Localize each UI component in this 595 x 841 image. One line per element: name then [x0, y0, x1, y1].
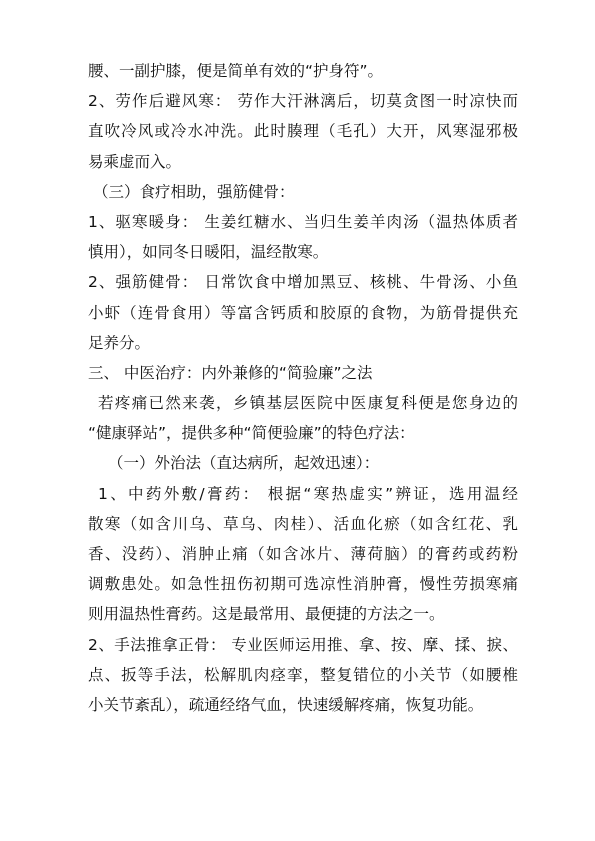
section-heading: （一）外治法（直达病所，起效迅速）： [108, 454, 380, 473]
text-line: 香、没药）、消肿止痛（如含冰片、薄荷脑）的膏药或药粉 [88, 545, 518, 563]
text-line: 调敷患处。如急性扭伤初期可选凉性消肿膏，慢性劳损寒痛 [88, 575, 518, 594]
text-line: 小关节紊乱），疏通经络气血，快速缓解疼痛，恢复功能。 [88, 695, 484, 714]
document-page [88, 56, 518, 720]
text-line: 2、劳作后避风寒： 劳作大汗淋漓后，切莫贪图一时凉快而 [88, 92, 518, 111]
text-line: 足养分。 [88, 333, 151, 352]
text-line: 散寒（如含川乌、草乌、肉桂）、活血化瘀（如含红花、乳 [88, 514, 518, 533]
text-line: 1、驱寒暖身： 生姜红糖水、当归生姜羊肉汤（温热体质者 [88, 212, 518, 231]
text-line: 直吹冷风或冷水冲洗。此时腠理（毛孔）大开，风寒湿邪极 [88, 122, 518, 141]
text-line: 小虾（连骨食用）等富含钙质和胶原的食物，为筋骨提供充 [88, 303, 518, 322]
text-line: 1、中药外敷/膏药： 根据“寒热虚实”辨证，选用温经 [98, 484, 518, 503]
text-line: 则用温热性膏药。这是最常用、最便捷的方法之一。 [88, 605, 445, 624]
text-line: 2、强筋健骨： 日常饮食中增加黑豆、核桃、牛骨汤、小鱼 [88, 273, 518, 292]
text-line: 2、手法推拿正骨： 专业医师运用推、拿、按、摩、揉、捩、 [88, 635, 518, 654]
chapter-heading: 三、 中医治疗：内外兼修的“简验廉”之法 [88, 363, 373, 382]
text-line: 腰、一副护膝，便是简单有效的“护身符”。 [88, 62, 384, 80]
text-line: 易乘虚而入。 [88, 152, 182, 171]
section-heading: （三）食疗相助，强筋健骨： [93, 182, 295, 201]
text-line: 点、扳等手法，松解肌肉痉挛，整复错位的小关节（如腰椎 [88, 665, 518, 684]
text-line: “健康驿站”，提供多种“简便验廉”的特色疗法： [88, 424, 415, 443]
text-line: 慎用），如同冬日暖阳，温经散寒。 [88, 243, 329, 262]
text-line: 若疼痛已然来袭，乡镇基层医院中医康复科便是您身边的 [98, 394, 518, 413]
